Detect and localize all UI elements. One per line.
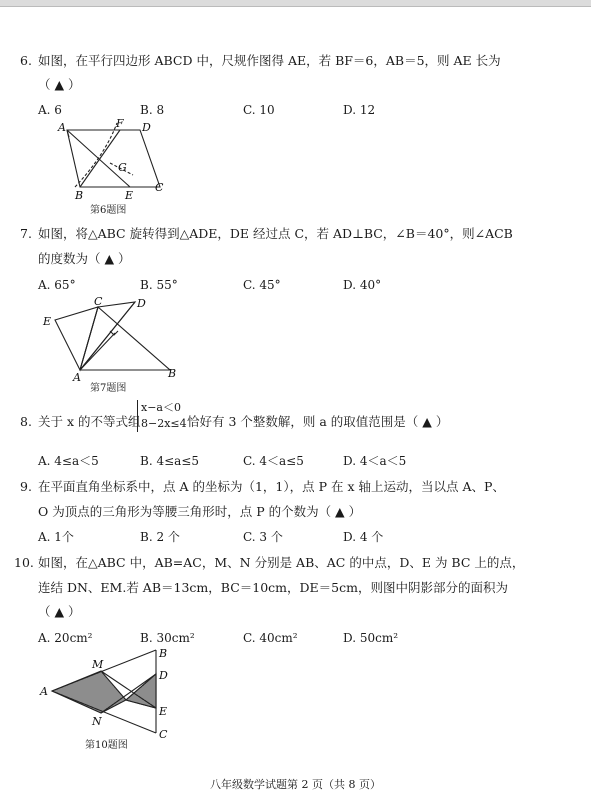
q8-number: 8. xyxy=(20,414,32,429)
q10-option-d: D. 50cm² xyxy=(343,631,399,645)
q10-text-line1: 如图，在△ABC 中，AB=AC，M、N 分别是 AB、AC 的中点，D、E 为 BC 上的点， xyxy=(38,555,525,570)
q8-option-c: C. 4＜a≤5 xyxy=(243,454,304,468)
q8-option-a: A. 4≤a＜5 xyxy=(38,454,99,468)
q10-label-e: E xyxy=(159,705,168,718)
q6-figure xyxy=(55,115,175,205)
q6-label-b: B xyxy=(75,189,84,202)
q10-label-m: M xyxy=(92,658,104,671)
q10-text-line2: 连结 DN、EM.若 AB＝13cm，BC＝10cm，DE＝5cm，则图中阴影部分的面积为 xyxy=(38,580,508,595)
q9-text-line2: O 为顶点的三角形为等腰三角形时，点 P 的个数为（ ▲ ） xyxy=(38,504,362,519)
q8-option-b: B. 4≤a≤5 xyxy=(140,454,199,468)
q6-number: 6. xyxy=(20,53,32,68)
q9-option-a: A. 1个 xyxy=(38,530,74,544)
q10-option-b: B. 30cm² xyxy=(140,631,195,645)
q10-label-a: A xyxy=(40,685,48,698)
q8-inequality-2: 8−2x≤4 xyxy=(141,417,187,430)
q8-inequality-1: x−a＜0 xyxy=(141,401,181,414)
q10-option-c: C. 40cm² xyxy=(243,631,298,645)
q9-option-d: D. 4 个 xyxy=(343,530,384,544)
q6-option-b: B. 8 xyxy=(140,103,165,117)
q7-label-b: B xyxy=(168,367,177,380)
q7-option-a: A. 65° xyxy=(38,278,76,292)
q6-label-e: E xyxy=(125,189,134,202)
q10-label-n: N xyxy=(92,715,102,728)
q9-text-line1: 在平面直角坐标系中，点 A 的坐标为（1，1），点 P 在 x 轴上运动，当以点 A、P、 xyxy=(38,479,505,494)
page-top-edge xyxy=(0,0,591,7)
q9-option-c: C. 3 个 xyxy=(243,530,283,544)
q6-label-a: A xyxy=(58,121,66,134)
q8-text-pre: 关于 x 的不等式组 xyxy=(38,414,141,429)
q7-option-d: D. 40° xyxy=(343,278,382,292)
q6-option-d: D. 12 xyxy=(343,103,376,117)
q9-number: 9. xyxy=(20,479,32,494)
q10-text-line3: （ ▲ ） xyxy=(38,604,81,619)
q8-option-d: D. 4＜a＜5 xyxy=(343,454,407,468)
q7-figure xyxy=(40,295,185,385)
q6-caption: 第6题图 xyxy=(90,205,127,216)
q7-label-e: E xyxy=(43,315,52,328)
q10-label-d: D xyxy=(159,669,168,682)
q10-label-b: B xyxy=(159,647,168,660)
page-footer: 八年级数学试题第 2 页（共 8 页） xyxy=(210,778,381,791)
q10-number: 10. xyxy=(14,555,34,570)
q8-text-post: 恰好有 3 个整数解，则 a 的取值范围是（ ▲ ） xyxy=(187,414,449,429)
q6-option-a: A. 6 xyxy=(38,103,62,117)
q7-label-c: C xyxy=(94,295,103,308)
q6-label-g: G xyxy=(118,161,127,174)
q6-label-f: F xyxy=(116,117,124,130)
q7-text-line1: 如图，将△ABC 旋转得到△ADE，DE 经过点 C，若 AD⊥BC，∠B＝40°，则∠ACB xyxy=(38,226,513,241)
q7-label-d: D xyxy=(137,297,146,310)
q10-label-c: C xyxy=(159,728,168,740)
q7-caption: 第7题图 xyxy=(90,383,127,394)
q9-option-b: B. 2 个 xyxy=(140,530,180,544)
q7-option-c: C. 45° xyxy=(243,278,281,292)
q7-label-a: A xyxy=(73,371,81,384)
q7-number: 7. xyxy=(20,226,32,241)
q6-label-c: C xyxy=(155,181,164,194)
q10-figure xyxy=(35,645,180,740)
q6-text-line2: （ ▲ ） xyxy=(38,77,81,92)
q7-text-line2: 的度数为（ ▲ ） xyxy=(38,251,131,266)
q7-option-b: B. 55° xyxy=(140,278,178,292)
q6-text-line1: 如图，在平行四边形 ABCD 中，尺规作图得 AE，若 BF＝6，AB＝5，则 AE 长为 xyxy=(38,53,501,68)
q10-caption: 第10题图 xyxy=(85,740,128,751)
q10-option-a: A. 20cm² xyxy=(38,631,93,645)
q8-inequality-system xyxy=(137,400,187,432)
q6-option-c: C. 10 xyxy=(243,103,275,117)
q6-label-d: D xyxy=(142,121,151,134)
